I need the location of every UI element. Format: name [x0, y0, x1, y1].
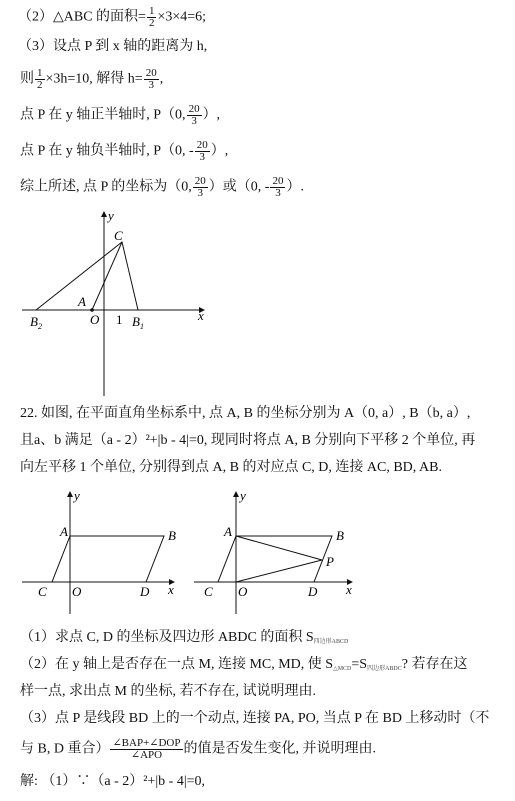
y-label: y [108, 208, 114, 223]
segment-ac [92, 242, 122, 310]
label-one: 1 [116, 312, 123, 327]
label-b: B [336, 528, 344, 543]
segment-op [236, 560, 322, 582]
angle-fraction: $\frac{\text{∠BAP+∠DOP}}{\text{∠APO}}$ [112, 737, 181, 761]
solution-line-4: 则 $\frac{1}{2}$ ×3h=10, 解得 h= $\frac{20}{3}$ , [20, 67, 164, 91]
label-b2: $B_2$ [30, 314, 42, 331]
figure-parallelogram-with-p [190, 488, 360, 616]
solution-line-7: 综上所述, 点 P 的坐标为（0, $\frac{20}{3}$ ）或（0, - $\frac{20}{3}$ ）. [20, 175, 304, 199]
q22-line-2: 且a、b 满足（a - 2）²+|b - 4|=0, 现同时将点 A, B 分别向下平移 2 个单位, 再 [20, 433, 476, 448]
label-a: A [78, 294, 86, 309]
label-a: A [60, 524, 68, 539]
svg-text:y: y [240, 488, 246, 503]
quad-abdc [218, 536, 332, 582]
segment-ap [236, 536, 322, 560]
part-1: （1）求点 C, D 的坐标及四边形 ABDC 的面积 $S_{四边形ABCD}$ [20, 630, 349, 645]
q22-line-1: 22. 如图, 在平面直角坐标系中, 点 A, B 的坐标分别为 A（0, a）, B（b, a）, [20, 406, 471, 421]
label-b1: $B_1$ [132, 314, 144, 331]
answer-line: 解: （1）∵（a - 2）²+|b - 4|=0, [20, 774, 206, 789]
label-c: C [38, 584, 47, 599]
label-d: D [308, 584, 318, 599]
svg-text:y: y [74, 488, 80, 503]
solution-line-5: 点 P 在 y 轴正半轴时, P（0, $\frac{20}{3}$ ）, [20, 103, 221, 127]
x-label: x [198, 308, 204, 323]
fraction: $\frac{1}{2}$ [148, 5, 155, 29]
label-p: P [326, 554, 334, 569]
label-c: C [114, 228, 123, 243]
q22-line-3: 向左平移 1 个单位, 分别得到点 A, B 的对应点 C, D, 连接 AC, BD, AB. [20, 460, 442, 475]
figure-parallelogram [18, 488, 180, 616]
quad-abdc [52, 536, 164, 582]
label-o: O [238, 584, 248, 599]
label-o: O [72, 584, 82, 599]
svg-text:x: x [346, 582, 352, 597]
solution-line-6: 点 P 在 y 轴负半轴时, P（0, - $\frac{20}{3}$ ）, [20, 139, 229, 163]
label-b: B [168, 528, 176, 543]
label-c: C [204, 584, 213, 599]
label-d: D [140, 584, 150, 599]
part-2-line-1: （2）在 y 轴上是否存在一点 M, 连接 MC, MD, 使 $S_{\triangle MCD}=S_{四边形ABDC}$? 若存在这 [20, 657, 468, 672]
label-o: O [90, 312, 100, 327]
solution-line-3: （3）设点 P 到 x 轴的距离为 h, [18, 39, 208, 54]
figure-triangle-abc [18, 206, 218, 398]
solution-line-2: （2）△ABC 的面积= $\frac{1}{2}$ ×3×4=6; [18, 5, 207, 29]
part-3-line-1: （3）点 P 是线段 BD 上的一个动点, 连接 PA, PO, 当点 P 在 BD 上移动时（不 [20, 711, 490, 726]
triangle-sides [36, 242, 138, 310]
svg-text:x: x [168, 582, 174, 597]
part-3-line-2: 与 B, D 重合） $\frac{\text{∠BAP+∠DOP}}{\text{∠APO}}$ 的值是否发生变化, 并说明理由. [20, 737, 376, 761]
part-2-line-2: 样一点, 求出点 M 的坐标, 若不存在, 试说明理由. [20, 684, 316, 699]
label-a: A [224, 524, 232, 539]
